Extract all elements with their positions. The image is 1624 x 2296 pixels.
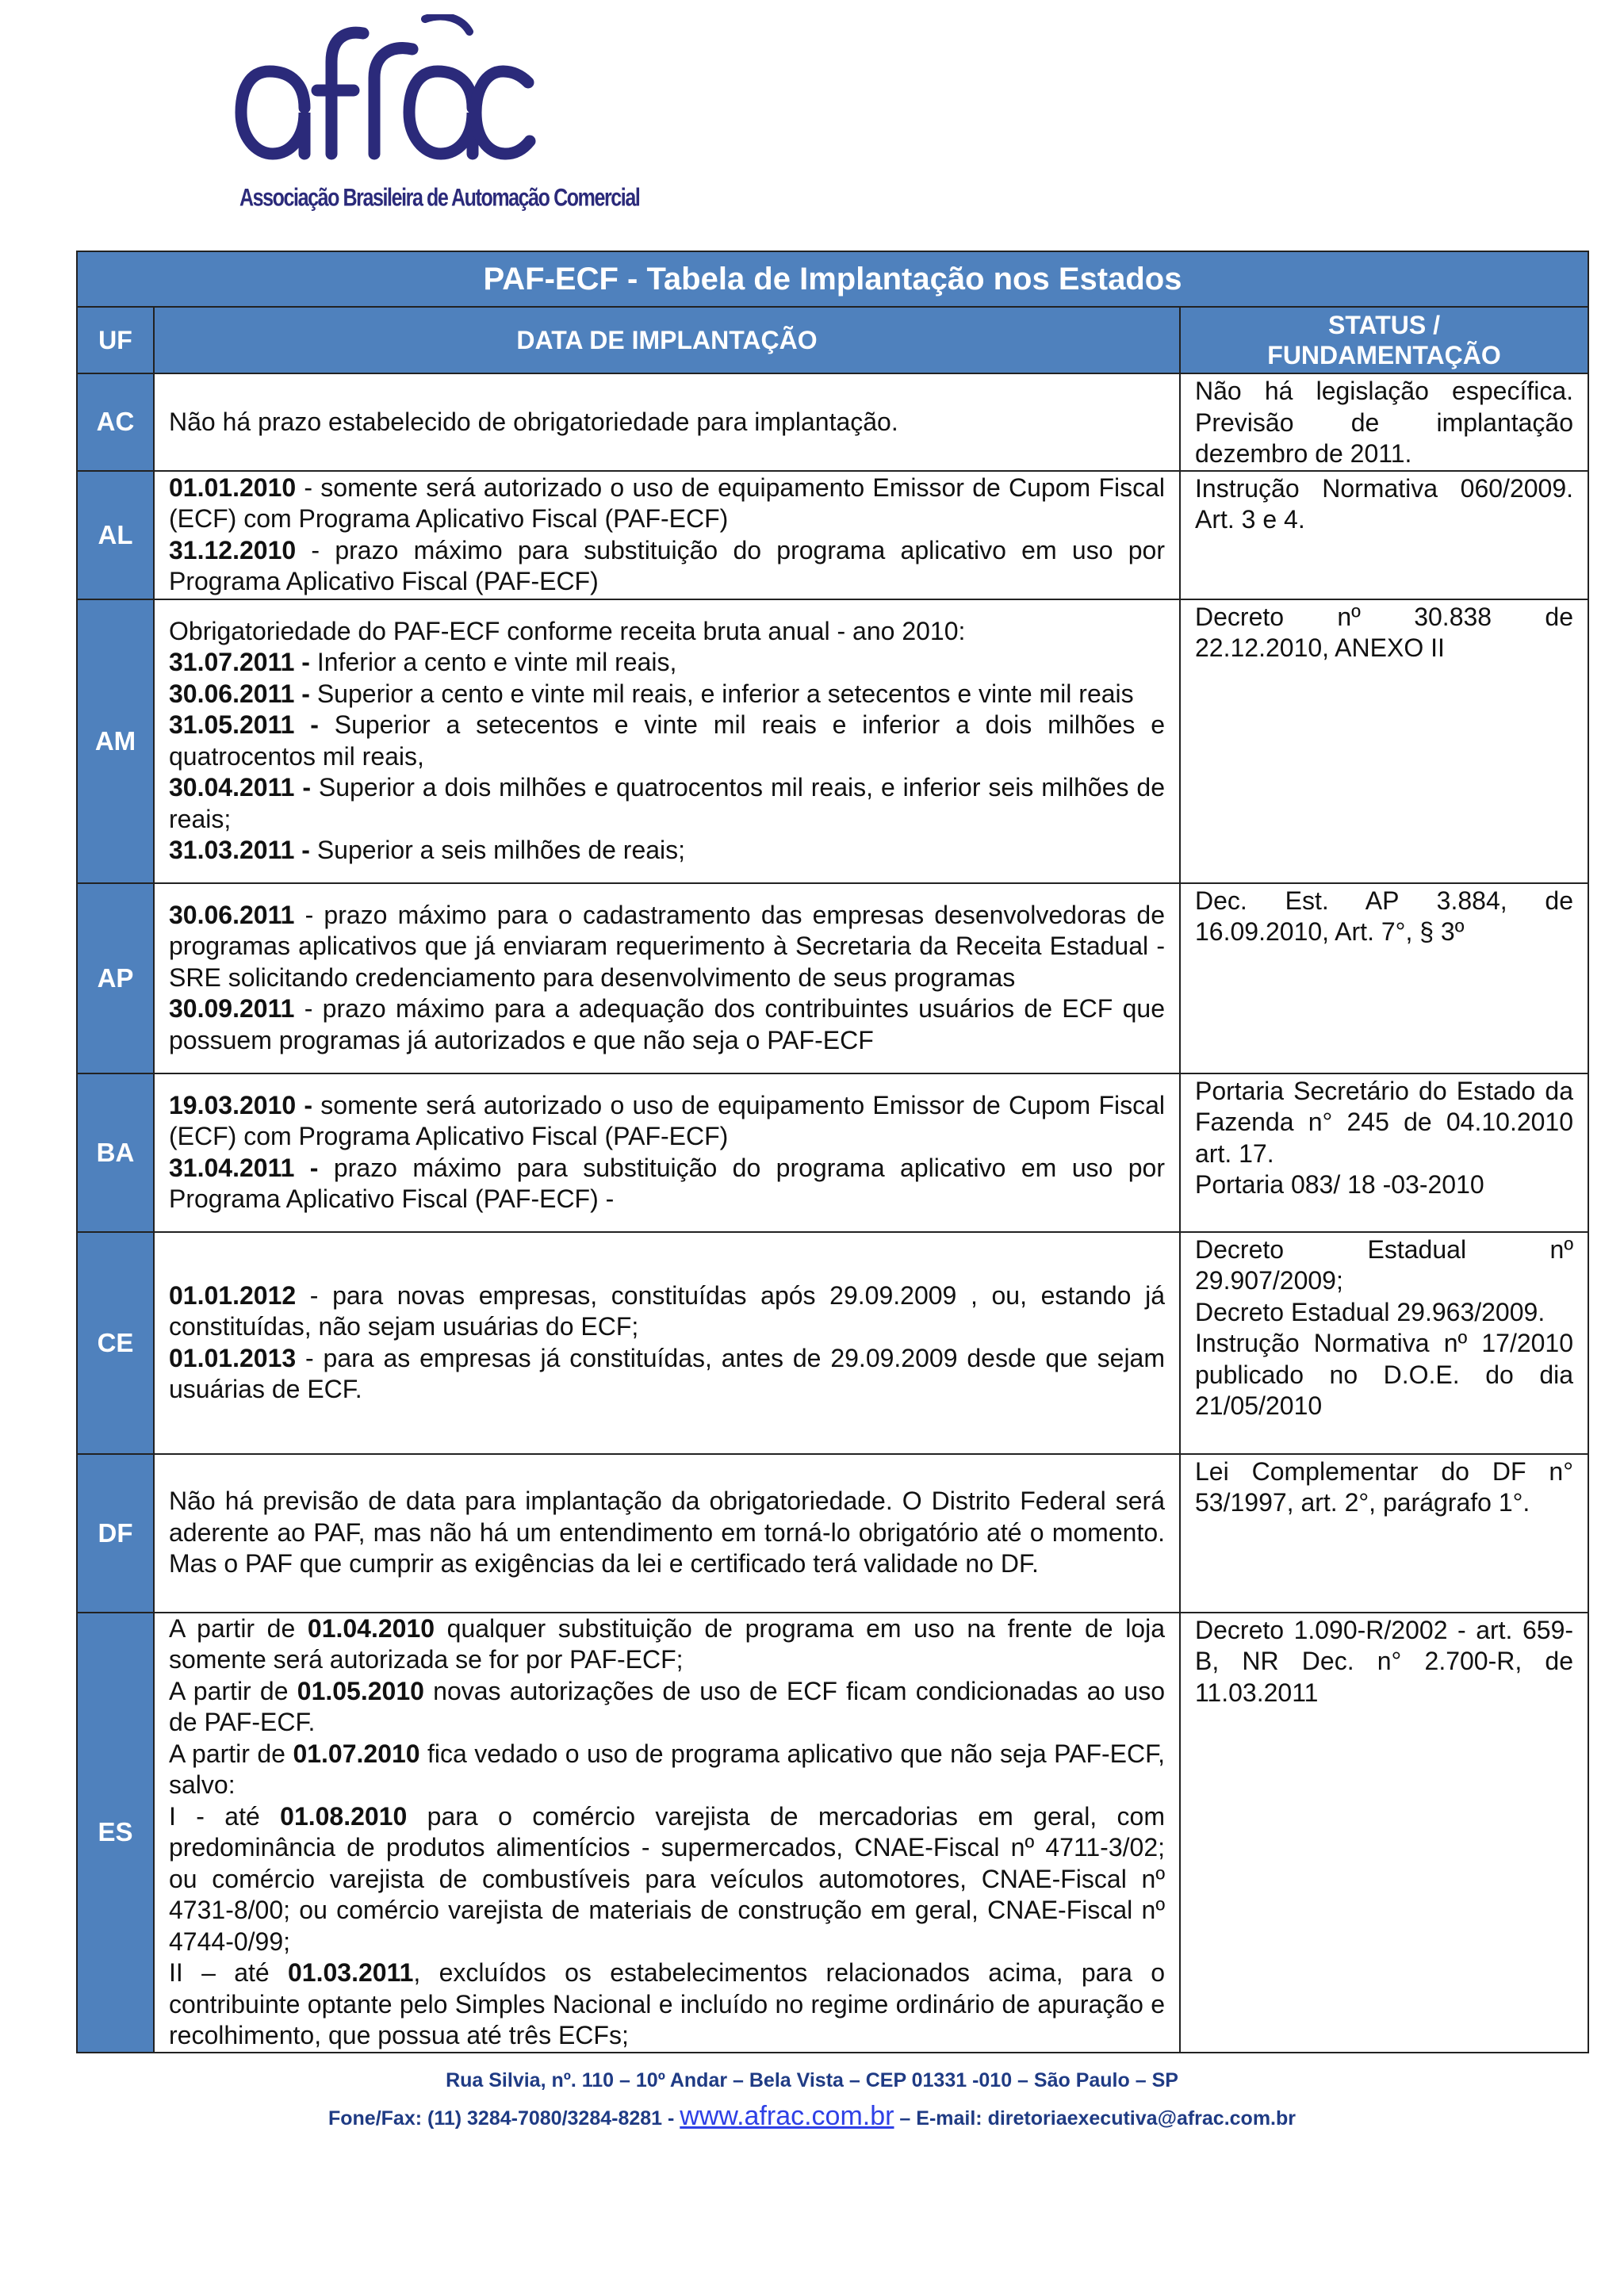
entry-text: - para as empresas já constituídas, antes de 29.09.2009 desde que sejam usuárias de ECF. <box>169 1343 1165 1403</box>
entry-date: 01.01.2010 <box>169 473 297 502</box>
status-line: Dec. Est. AP 3.884, de 16.09.2010, Art. 7°, § 3º <box>1195 886 1574 946</box>
logo-tagline: Associação Brasileira de Automação Comercial <box>239 184 640 212</box>
status-cell <box>1180 1232 1588 1454</box>
status-cell <box>1180 599 1588 883</box>
header-status-line1: STATUS / <box>1327 311 1441 339</box>
entry-prefix: A partir de <box>169 1676 297 1705</box>
status-line: Decreto Estadual 29.963/2009. <box>1195 1297 1545 1326</box>
entry-date: 30.06.2011 - <box>169 679 310 708</box>
table-row <box>77 1454 1588 1613</box>
status-cell <box>1180 1073 1588 1232</box>
entry-date: 01.05.2010 <box>297 1676 424 1705</box>
data-entry <box>169 1486 1165 1580</box>
afrac-logo <box>235 14 640 220</box>
table-body <box>77 373 1588 2053</box>
data-implantacao-cell <box>154 373 1180 471</box>
entry-text: qualquer substituição de programa em uso na frente de loja somente será autorizada se for por PAF-ECF; <box>169 1613 1166 1674</box>
entry-text: , excluídos os estabelecimentos relacionados acima, para o contribuinte optante pelo Simples Nacional e incluído no regime ordinário de apuração e recolhimento, que possua até três ECFs; <box>169 1958 1166 2049</box>
entry-text: - prazo máximo para o cadastramento das empresas desenvolvedoras de programas aplicativos que já enviaram requerimento à Secretaria da Receita Estadual - SRE solicitando credenciamento para desenvolvimento de seus programas <box>169 900 1165 992</box>
table-row <box>77 1073 1588 1232</box>
table-row <box>77 471 1588 599</box>
data-implantacao-cell <box>154 1232 1180 1454</box>
entry-date: 30.09.2011 <box>169 994 295 1024</box>
data-entry <box>169 1153 1165 1215</box>
entry-date: 31.07.2011 - <box>169 648 310 676</box>
entry-date: 01.03.2011 <box>288 1958 414 1987</box>
data-entry <box>169 616 1165 648</box>
data-entry <box>169 1613 1165 1676</box>
uf-cell: BA <box>77 1073 154 1232</box>
data-entry <box>169 1343 1165 1406</box>
entry-date: 19.03.2010 - <box>169 1090 313 1119</box>
header-data-implantacao: DATA DE IMPLANTAÇÃO <box>154 307 1180 373</box>
uf-cell: AL <box>77 471 154 599</box>
data-entry <box>169 407 1165 438</box>
afrac-wordmark-graphic <box>235 14 536 181</box>
uf-cell: DF <box>77 1454 154 1613</box>
uf-cell: ES <box>77 1613 154 2053</box>
status-line: Não há legislação específica. Previsão de implantação dezembro de 2011. <box>1195 377 1574 468</box>
footer-email: – E-mail: diretoriaexecutiva@afrac.com.br <box>894 2107 1297 2130</box>
status-line: Instrução Normativa nº 17/2010 publicado no D.O.E. do dia 21/05/2010 <box>1195 1329 1574 1420</box>
footer-website-link[interactable]: www.afrac.com.br <box>680 2101 894 2131</box>
status-cell <box>1180 373 1588 471</box>
data-entry <box>169 900 1165 994</box>
entry-date: 31.03.2011 - <box>169 836 310 864</box>
data-entry <box>169 1280 1165 1343</box>
status-line: Portaria Secretário do Estado da Fazenda n° 245 de 04.10.2010 art. 17. <box>1195 1076 1574 1168</box>
table-row <box>77 373 1588 471</box>
table-title: PAF-ECF - Tabela de Implantação nos Estados <box>77 251 1588 307</box>
entry-text: somente será autorizado o uso de equipamento Emissor de Cupom Fiscal (ECF) com Programa Aplicativo Fiscal (PAF-ECF) <box>169 1090 1166 1150</box>
entry-prefix: A partir de <box>169 1739 293 1768</box>
entry-text: - para novas empresas, constituídas após 29.09.2009 , ou, estando já constituídas, não sejam usuárias do ECF; <box>169 1280 1165 1341</box>
table-header-row <box>77 307 1588 373</box>
status-cell <box>1180 471 1588 599</box>
entry-date: 01.04.2010 <box>307 1613 435 1643</box>
data-entry <box>169 1090 1165 1153</box>
status-cell <box>1180 1454 1588 1613</box>
uf-cell: AC <box>77 373 154 471</box>
entry-date: 30.04.2011 - <box>169 773 311 802</box>
data-implantacao-cell <box>154 1454 1180 1613</box>
data-implantacao-cell <box>154 1613 1180 2053</box>
header-status-line2: FUNDAMENTAÇÃO <box>1267 341 1501 369</box>
entry-text: Não há previsão de data para implantação da obrigatoriedade. O Distrito Federal será aderente ao PAF, mas não há um entendimento em torná-lo obrigatório até o momento. Mas o PAF que cumprir as exigências da lei e certificado terá validade no DF. <box>169 1487 1165 1578</box>
entry-prefix: I - até <box>169 1801 281 1831</box>
entry-date: 01.01.2013 <box>169 1343 297 1372</box>
entry-date: 01.07.2010 <box>293 1739 420 1768</box>
entry-text: Não há prazo estabelecido de obrigatoriedade para implantação. <box>169 407 898 436</box>
status-line: Instrução Normativa 060/2009. Art. 3 e 4. <box>1195 473 1574 534</box>
footer-address: Rua Silvia, nº. 110 – 10º Andar – Bela Vista – CEP 01331 -010 – São Paulo – SP <box>446 2069 1178 2091</box>
status-line: Decreto nº 30.838 de 22.12.2010, ANEXO II <box>1195 602 1574 662</box>
status-line: Portaria 083/ 18 -03-2010 <box>1195 1170 1484 1199</box>
table-title-row <box>77 251 1588 307</box>
entry-prefix: II – até <box>169 1958 288 1987</box>
uf-cell: CE <box>77 1232 154 1454</box>
header-status <box>1180 307 1588 373</box>
data-implantacao-cell <box>154 883 1180 1073</box>
entry-date: 30.06.2011 <box>169 900 295 929</box>
status-line: Lei Complementar do DF n° 53/1997, art. 2°, parágrafo 1°. <box>1195 1456 1574 1517</box>
header-uf: UF <box>77 307 154 373</box>
data-implantacao-cell <box>154 471 1180 599</box>
implantation-table <box>76 251 1589 2053</box>
data-entry <box>169 772 1165 835</box>
table-row <box>77 599 1588 883</box>
entry-prefix: A partir de <box>169 1613 308 1643</box>
data-entry <box>169 1739 1165 1801</box>
entry-text: - prazo máximo para substituição do programa aplicativo em uso por Programa Aplicativo Fiscal (PAF-ECF) <box>169 535 1165 595</box>
data-implantacao-cell <box>154 599 1180 883</box>
entry-text: Inferior a cento e vinte mil reais, <box>309 648 677 676</box>
footer-phone: Fone/Fax: (11) 3284-7080/3284-8281 - <box>327 2107 680 2130</box>
entry-text: Superior a seis milhões de reais; <box>309 836 686 864</box>
status-line: Decreto 1.090-R/2002 - art. 659-B, NR Dec. n° 2.700-R, de 11.03.2011 <box>1195 1615 1574 1707</box>
data-entry <box>169 535 1165 598</box>
data-entry <box>169 1676 1165 1739</box>
uf-cell: AP <box>77 883 154 1073</box>
data-entry <box>169 1957 1165 2052</box>
table-row <box>77 1613 1588 2053</box>
entry-text: prazo máximo para substituição do programa aplicativo em uso por Programa Aplicativo Fiscal (PAF-ECF) - <box>169 1153 1166 1213</box>
entry-text: Superior a cento e vinte mil reais, e inferior a setecentos e vinte mil reais <box>309 679 1134 708</box>
entry-date: 31.05.2011 - <box>169 710 319 739</box>
data-entry <box>169 473 1165 535</box>
entry-date: 01.08.2010 <box>280 1801 408 1831</box>
data-entry <box>169 679 1165 710</box>
data-entry <box>169 835 1165 867</box>
data-entry <box>169 1801 1165 1958</box>
entry-date: 31.04.2011 - <box>169 1153 319 1182</box>
entry-text: fica vedado o uso de programa aplicativo que não seja PAF-ECF, salvo: <box>169 1739 1166 1799</box>
status-cell <box>1180 883 1588 1073</box>
entry-text: - somente será autorizado o uso de equipamento Emissor de Cupom Fiscal (ECF) com Programa Aplicativo Fiscal (PAF-ECF) <box>169 473 1165 533</box>
status-line: Decreto Estadual nº 29.907/2009; <box>1195 1234 1574 1295</box>
uf-cell: AM <box>77 599 154 883</box>
entry-date: 31.12.2010 <box>169 535 297 564</box>
entry-text: Obrigatoriedade do PAF-ECF conforme receita bruta anual - ano 2010: <box>169 616 966 645</box>
entry-text: Superior a dois milhões e quatrocentos mil reais, e inferior seis milhões de reais; <box>169 773 1166 833</box>
entry-date: 01.01.2012 <box>169 1280 297 1310</box>
data-entry <box>169 710 1165 772</box>
entry-text: - prazo máximo para a adequação dos contribuintes usuários de ECF que possuem programas já autorizados e que não seja o PAF-ECF <box>169 994 1165 1054</box>
data-entry <box>169 647 1165 679</box>
status-cell <box>1180 1613 1588 2053</box>
table-row <box>77 883 1588 1073</box>
entry-text: novas autorizações de uso de ECF ficam condicionadas ao uso de PAF-ECF. <box>169 1676 1166 1736</box>
data-entry <box>169 993 1165 1056</box>
entry-text: para o comércio varejista de mercadorias em geral, com predominância de produtos alimentícios - supermercados, CNAE-Fiscal nº 4711-3/02; ou comércio varejista de combustíveis para veículos automotores, CNAE-Fiscal nº 4731-8/00; ou comércio varejista de materiais de construção em geral, CNAE-Fiscal nº 4744-0/99; <box>169 1801 1166 1956</box>
footer-contact <box>0 2101 1624 2132</box>
entry-text: Superior a setecentos e vinte mil reais e inferior a dois milhões e quatrocentos mil reais, <box>169 710 1166 771</box>
data-implantacao-cell <box>154 1073 1180 1232</box>
table-row <box>77 1232 1588 1454</box>
